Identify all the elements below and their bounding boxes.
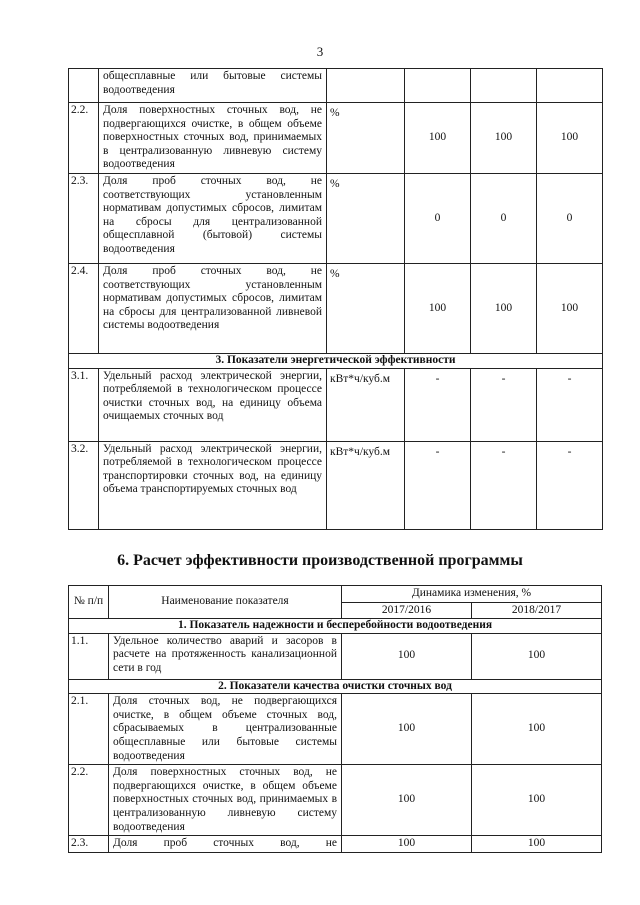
value-cell: 100 bbox=[471, 103, 537, 174]
row-number: 3.2. bbox=[69, 441, 99, 529]
page-number: 3 bbox=[316, 44, 324, 59]
unit: % bbox=[327, 264, 405, 354]
indicator-name: общесплавные или бытовые системы водоотведения bbox=[99, 69, 327, 103]
row-number: 3.1. bbox=[69, 368, 99, 441]
row-number bbox=[69, 69, 99, 103]
table-row bbox=[69, 69, 603, 103]
value-cell: 100 bbox=[472, 694, 602, 765]
value-cell: - bbox=[405, 368, 471, 441]
table-row bbox=[69, 103, 603, 174]
unit: % bbox=[327, 103, 405, 174]
section-title: 1. Показатель надежности и бесперебойности водоотведения bbox=[69, 619, 602, 634]
section-heading: 6. Расчет эффективности производственной программы bbox=[117, 552, 523, 569]
col-header-name: Наименование показателя bbox=[109, 586, 342, 619]
indicator-name: Доля сточных вод, не подвергающихся очистке, в общем объеме сточных вод, сбрасываемых в централизованные общесплавные или бытовые системы водоотведения bbox=[109, 694, 342, 765]
value-cell: 0 bbox=[537, 174, 603, 264]
value-cell: 100 bbox=[405, 103, 471, 174]
value-cell: - bbox=[537, 441, 603, 529]
value-cell: 100 bbox=[405, 264, 471, 354]
section-title: 3. Показатели энергетической эффективности bbox=[69, 354, 603, 369]
row-number: 2.2. bbox=[69, 765, 109, 836]
value-cell: 100 bbox=[472, 836, 602, 853]
value-cell: - bbox=[537, 368, 603, 441]
value-cell: 0 bbox=[405, 174, 471, 264]
indicators-table bbox=[68, 68, 603, 530]
value-cell bbox=[405, 69, 471, 103]
table-row bbox=[69, 264, 603, 354]
table-row bbox=[69, 694, 602, 765]
value-cell: 100 bbox=[342, 765, 472, 836]
indicator-name: Доля проб сточных вод, не bbox=[109, 836, 342, 853]
row-number: 2.3. bbox=[69, 174, 99, 264]
table-row bbox=[69, 174, 603, 264]
col-header-year: 2018/2017 bbox=[472, 602, 602, 619]
value-cell: - bbox=[405, 441, 471, 529]
indicator-name: Доля поверхностных сточных вод, не подвергающихся очистке, в общем объеме поверхностных сточных вод, принимаемых в централизованную ливневую систему водоотведения bbox=[109, 765, 342, 836]
value-cell: - bbox=[471, 441, 537, 529]
unit: % bbox=[327, 174, 405, 264]
indicator-name: Удельный расход электрической энергии, потребляемой в технологическом процессе транспортировки сточных вод, на единицу объема транспортируемых сточных вод bbox=[99, 441, 327, 529]
row-number: 2.4. bbox=[69, 264, 99, 354]
section-title: 2. Показатели качества очистки сточных вод bbox=[69, 679, 602, 694]
value-cell: 0 bbox=[471, 174, 537, 264]
col-header-year: 2017/2016 bbox=[342, 602, 472, 619]
unit: кВт*ч/куб.м bbox=[327, 441, 405, 529]
unit bbox=[327, 69, 405, 103]
value-cell: 100 bbox=[342, 836, 472, 853]
table-row bbox=[69, 633, 602, 679]
row-number: 1.1. bbox=[69, 633, 109, 679]
value-cell: 100 bbox=[537, 103, 603, 174]
value-cell: 100 bbox=[472, 765, 602, 836]
section-row bbox=[69, 354, 603, 369]
table-row bbox=[69, 765, 602, 836]
header-row bbox=[69, 586, 602, 603]
row-number: 2.2. bbox=[69, 103, 99, 174]
value-cell: 100 bbox=[537, 264, 603, 354]
row-number: 2.3. bbox=[69, 836, 109, 853]
indicator-name: Доля проб сточных вод, не соответствующих установленным нормативам допустимых сбросов, лимитам на сбросы для централизованной общесплавной (бытовой) системы водоотведения bbox=[99, 174, 327, 264]
row-number: 2.1. bbox=[69, 694, 109, 765]
value-cell: - bbox=[471, 368, 537, 441]
section-row bbox=[69, 619, 602, 634]
table-row bbox=[69, 836, 602, 853]
value-cell bbox=[471, 69, 537, 103]
efficiency-table bbox=[68, 585, 602, 853]
indicator-name: Удельный расход электрической энергии, потребляемой в технологическом процессе очистки сточных вод, на единицу объема очищаемых сточных вод bbox=[99, 368, 327, 441]
indicator-name: Доля проб сточных вод, не соответствующих установленным нормативам допустимых сбросов, лимитам на сбросы для централизованной ливневой системы водоотведения bbox=[99, 264, 327, 354]
indicator-name: Удельное количество аварий и засоров в расчете на протяженность канализационной сети в год bbox=[109, 633, 342, 679]
value-cell bbox=[537, 69, 603, 103]
unit: кВт*ч/куб.м bbox=[327, 368, 405, 441]
value-cell: 100 bbox=[471, 264, 537, 354]
col-header-number: № п/п bbox=[69, 586, 109, 619]
value-cell: 100 bbox=[342, 633, 472, 679]
table-row bbox=[69, 441, 603, 529]
value-cell: 100 bbox=[342, 694, 472, 765]
col-header-dynamics: Динамика изменения, % bbox=[342, 586, 602, 603]
indicator-name: Доля поверхностных сточных вод, не подвергающихся очистке, в общем объеме поверхностных сточных вод, принимаемых в централизованную ливневую систему водоотведения bbox=[99, 103, 327, 174]
value-cell: 100 bbox=[472, 633, 602, 679]
section-row bbox=[69, 679, 602, 694]
table-row bbox=[69, 368, 603, 441]
